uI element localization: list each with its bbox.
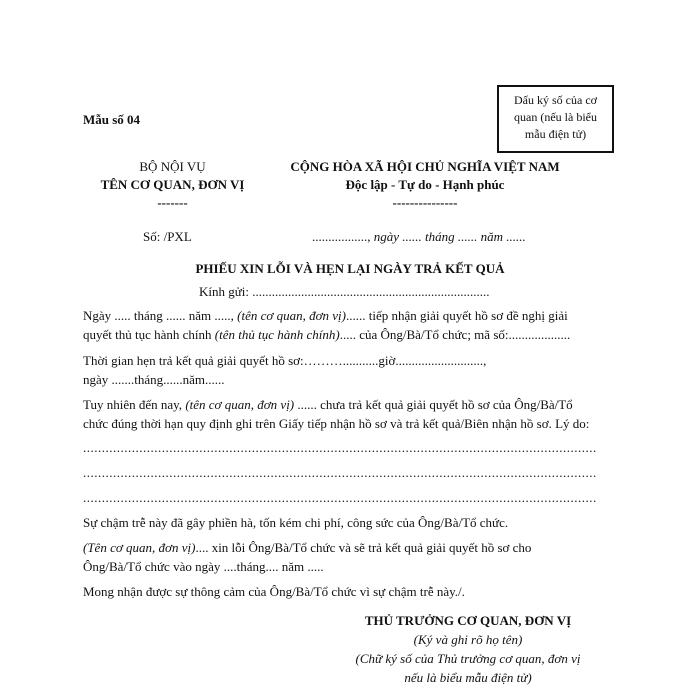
signature-note-1: (Ký và ghi rõ họ tên) <box>413 632 523 647</box>
receipt-text: ...... tiếp nhận giải quyết hồ sơ đề nghị giải <box>346 308 568 323</box>
receipt-line-2 <box>83 327 570 343</box>
delay-intro: Tuy nhiên đến nay, <box>83 397 186 412</box>
recipient-line: Kính gửi: ......................................................................... <box>199 284 490 299</box>
agency-header <box>80 158 265 212</box>
inconvenience-line: Sự chậm trễ này đã gây phiền hà, tốn kém chi phí, công sức của Ông/Bà/Tổ chức. <box>83 515 509 530</box>
date-place <box>312 229 526 245</box>
procedure-text: quyết thủ tục hành chính <box>83 327 215 342</box>
digital-stamp-box <box>497 85 614 153</box>
signature-note-3: nếu là biểu mẫu điện tử) <box>404 670 532 685</box>
national-header <box>270 158 580 212</box>
agency-placeholder: (tên cơ quan, đơn vị) <box>237 308 346 323</box>
delay-line-2: chức đúng thời hạn quy định ghi trên Giấy tiếp nhận hồ sơ và trả kết quả/Biên nhận hồ sơ. Lý do: <box>83 416 590 431</box>
date-text: ngày ...... tháng ...... năm ...... <box>373 229 526 244</box>
reason-line-1: ......................................................................................................................................... <box>83 440 597 455</box>
apology-text: .... xin lỗi Ông/Bà/Tổ chức và sẽ trả kết quả giải quyết hồ sơ cho <box>195 540 532 555</box>
signature-note-2: (Chữ ký số của Thủ trưởng cơ quan, đơn vị <box>355 651 581 666</box>
national-motto: Độc lập - Tự do - Hạnh phúc <box>345 177 505 192</box>
apology-line-2: Ông/Bà/Tổ chức vào ngày ....tháng.... năm ..... <box>83 559 324 574</box>
delay-line-1 <box>83 397 573 413</box>
document-title: PHIẾU XIN LỖI VÀ HẸN LẠI NGÀY TRẢ KẾT QUẢ <box>195 261 505 276</box>
country-name: CỘNG HÒA XÃ HỘI CHỦ NGHĨA VIỆT NAM <box>290 159 560 174</box>
apology-line-1 <box>83 540 531 556</box>
signature-block <box>318 611 618 687</box>
stamp-box-line-3: mẫu điện tử) <box>524 127 587 141</box>
reason-line-2: ......................................................................................................................................... <box>83 465 597 480</box>
form-number: Mẫu số 04 <box>83 112 141 127</box>
reason-line-3: ......................................................................................................................................... <box>83 490 597 505</box>
stamp-box-line-2: quan (nếu là biểu <box>514 110 597 124</box>
delay-text: ...... chưa trả kết quả giải quyết hồ sơ của Ông/Bà/Tổ <box>294 397 573 412</box>
ministry-name: BỘ NỘI VỤ <box>139 159 206 174</box>
procedure-placeholder: (tên thủ tục hành chính) <box>214 327 340 342</box>
appointment-line-2: ngày .......tháng......năm...... <box>83 372 225 387</box>
place-dots: ................., <box>312 229 374 244</box>
agency-placeholder-3: (Tên cơ quan, đơn vị) <box>83 540 196 555</box>
agency-name: TÊN CƠ QUAN, ĐƠN VỊ <box>100 177 245 192</box>
agency-placeholder-2: (tên cơ quan, đơn vị) <box>185 397 295 412</box>
motto-underline: --------------- <box>392 195 458 210</box>
document-number: Số: /PXL <box>143 229 192 244</box>
appointment-line-1: Thời gian hẹn trả kết quả giải quyết hồ sơ:………...........giờ..........................., <box>83 353 487 368</box>
applicant-code-text: ..... của Ông/Bà/Tổ chức; mã số:................... <box>339 327 571 342</box>
receipt-line-1 <box>83 308 568 324</box>
signer-title: THỦ TRƯỞNG CƠ QUAN, ĐƠN VỊ <box>364 613 572 628</box>
closing-line: Mong nhận được sự thông cảm của Ông/Bà/Tổ chức vì sự chậm trễ này./. <box>83 584 465 599</box>
receipt-date-text: Ngày ..... tháng ...... năm ....., <box>83 308 238 323</box>
stamp-box-line-1: Dấu ký số của cơ <box>514 93 597 107</box>
agency-underline: ------- <box>157 195 188 210</box>
